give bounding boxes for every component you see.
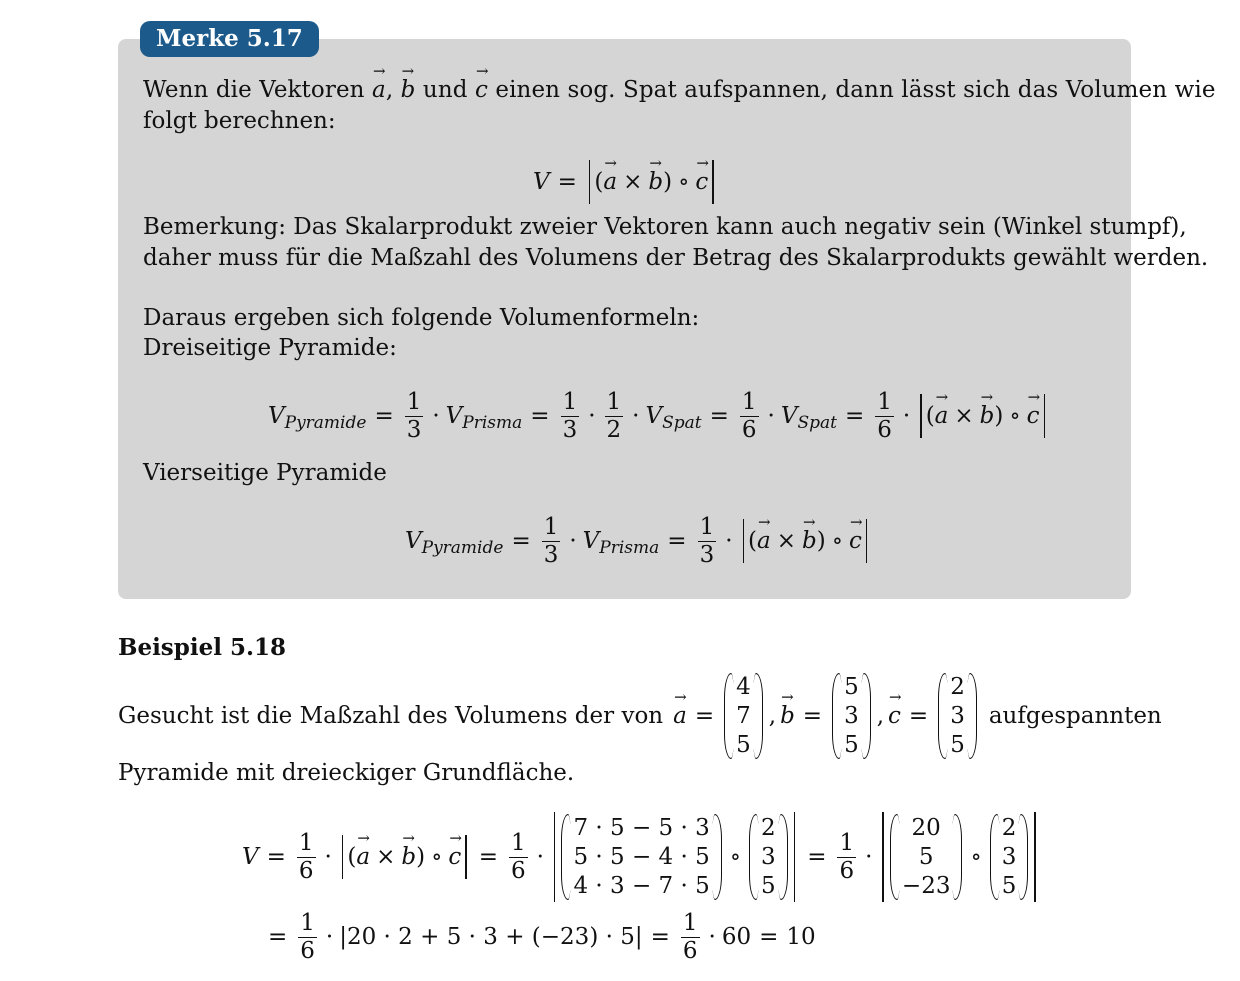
value-sixty: 60 [721,924,752,950]
vector-a: → a [372,77,386,103]
abs-bar-right [712,160,714,204]
vec-entry: 4 [736,673,751,700]
calc-line1 [242,810,1040,904]
sub-spat: Spat [797,413,837,433]
cross-row: 4 · 3 − 7 · 5 [573,872,710,899]
vierseitig-label: Vierseitige Pyramide [143,460,387,486]
task-text-1: Gesucht ist die Maßzahl des Volumens der von [118,703,664,729]
frac-den: 6 [298,857,314,884]
math-circ: ∘ [970,844,982,870]
math-eq: = [709,403,729,429]
column-vector-c [749,814,788,901]
beispiel-task-line1 [118,672,1162,760]
math-V: V [780,403,798,429]
cross-product-vector [561,814,721,901]
remark-line1: Bemerkung: Das Skalarprodukt zweier Vektoren kann auch negativ sein (Winkel stumpf), [143,214,1187,240]
math-vec-c: → c [448,844,461,870]
column-vector-c [938,673,977,760]
merke-intro-line1 [143,77,1216,103]
math-dot: · [325,924,334,950]
math-dot: · [767,403,775,429]
math-eq: = [530,403,550,429]
math-V: V [242,844,259,870]
frac-num: 1 [877,388,892,415]
math-circ: ∘ [1009,403,1021,429]
math-vec-a: → a [356,844,370,870]
frac-den: 2 [606,416,622,443]
math-vec-c: → c [695,169,708,195]
math-dot: · [902,403,911,429]
formula-dreiseitig [268,386,1049,446]
vec-entry: 5 [918,843,934,870]
frac-num: 1 [741,388,757,415]
math-V: V [533,169,550,195]
frac-num: 1 [606,388,622,415]
math-V: V [405,528,422,554]
frac-den: 6 [741,416,757,443]
math-dot: · [725,528,733,554]
vec-entry: 5 [844,673,859,700]
merke-intro-line2: folgt berechnen: [143,108,336,134]
column-vector-b [832,673,871,760]
intro-text-1: Wenn die Vektoren [143,77,365,103]
math-comma: , [768,703,777,729]
task-vec-c: → c [888,703,901,729]
frac-num: 1 [298,829,314,856]
scalar-product-expr: |20 · 2 + 5 · 3 + (−23) · 5| [339,924,643,950]
math-eq: = [694,703,715,729]
math-V: V [268,403,285,429]
task-vec-a: → a [673,703,687,729]
math-vec-b: → b [401,844,416,870]
abs-bar-right [1044,394,1046,438]
intro-text-3: einen sog. Spat aufspannen, dann lässt sich das Volumen wie [495,77,1216,103]
math-lparen: ( [594,169,604,195]
sub-prisma: Prisma [462,413,523,433]
math-eq: = [650,924,670,950]
abs-bar-left [882,812,884,902]
frac-num: 1 [699,513,715,540]
fraction-1-6 [875,388,894,443]
frac-num: 1 [406,388,422,415]
intro-comma: , [385,77,394,103]
math-times: × [623,169,643,195]
fraction-1-3 [561,388,580,443]
frac-den: 3 [562,416,578,443]
math-vec-b: → b [648,169,663,195]
math-lparen: ( [748,528,757,554]
math-dot: · [708,924,716,950]
math-times: × [954,403,974,429]
math-dot: · [324,844,332,870]
math-V: V [582,528,600,554]
intro-text-2: und [422,77,468,103]
sub-prisma: Prisma [599,538,660,558]
frac-den: 6 [511,857,526,884]
vec-entry: 5 [736,731,751,758]
frac-den: 3 [406,416,422,443]
vec-entry: 5 [761,872,776,899]
abs-bar-left [342,835,344,879]
math-rparen: ) [994,403,1004,429]
sub-pyramide: Pyramide [421,538,504,558]
math-eq: = [667,528,687,554]
math-circ: ∘ [431,844,443,870]
vec-entry: 3 [1001,843,1017,870]
vec-entry: 3 [844,702,859,729]
math-eq: = [266,844,286,870]
beispiel-title: Beispiel 5.18 [118,634,286,661]
math-vec-b: → b [802,528,817,554]
math-rparen: ) [816,528,826,554]
sub-pyramide: Pyramide [284,413,367,433]
fraction-1-3 [698,513,717,568]
math-eq: = [844,403,865,429]
math-dot: · [588,403,596,429]
column-vector-c [990,814,1029,901]
fraction-1-6 [740,388,759,443]
frac-num: 1 [839,829,855,856]
frac-den: 6 [839,857,855,884]
abs-bar-right [794,812,796,902]
vec-entry: 2 [761,814,776,841]
beispiel-task-line2: Pyramide mit dreieckiger Grundfläche. [118,760,575,786]
math-vec-c: → c [1027,403,1040,429]
frac-num: 1 [543,513,559,540]
math-eq: = [908,703,929,729]
math-circ: ∘ [729,844,742,870]
vector-c: → c [475,77,488,103]
math-dot: · [632,403,640,429]
vec-entry: 5 [950,731,965,758]
math-eq: = [557,169,577,195]
calc-line2 [268,907,816,967]
math-vec-c: → c [849,528,862,554]
vec-entry: −23 [901,872,951,899]
fraction-1-3 [405,388,424,443]
cross-row: 7 · 5 − 5 · 3 [573,814,710,841]
math-vec-b: → b [980,403,995,429]
frac-den: 6 [682,937,698,964]
vector-b: → b [401,77,416,103]
math-circ: ∘ [831,528,843,554]
math-eq: = [759,924,779,950]
cross-row: 5 · 5 − 4 · 5 [573,843,710,870]
abs-bar-left [920,394,922,438]
math-rparen: ) [416,844,426,870]
frac-den: 6 [877,416,892,443]
math-vec-a: → a [757,528,771,554]
math-dot: · [432,403,440,429]
formula-vierseitig [405,511,871,571]
abs-bar-left [554,812,556,902]
math-V: V [445,403,463,429]
vec-entry: 5 [844,731,859,758]
math-V: V [645,403,663,429]
vec-entry: 5 [1001,872,1017,899]
math-dot: · [536,844,544,870]
math-comma: , [876,703,885,729]
vec-entry: 2 [1001,814,1017,841]
fraction-1-6 [509,829,528,884]
math-times: × [776,528,796,554]
fraction-1-6 [837,829,856,884]
math-lparen: ( [347,844,357,870]
math-times: × [376,844,396,870]
vec-entry: 3 [761,843,776,870]
math-eq: = [807,844,827,870]
math-eq: = [374,403,394,429]
fraction-1-6 [297,829,316,884]
abs-bar-left [589,160,591,204]
result-vector [890,814,963,901]
abs-bar-left [743,519,745,563]
abs-bar-right [1034,812,1036,902]
frac-num: 1 [562,388,578,415]
frac-num: 1 [682,909,698,936]
math-vec-a: → a [935,403,949,429]
math-circ: ∘ [678,169,690,195]
vec-entry: 3 [950,702,965,729]
fraction-1-6 [298,909,317,964]
sub-spat: Spat [662,413,702,433]
vec-entry: 2 [950,673,965,700]
abs-bar-right [465,835,467,879]
math-dot: · [865,844,873,870]
formulas-intro: Daraus ergeben sich folgende Volumenformeln: [143,305,700,331]
frac-den: 3 [699,541,715,568]
math-dot: · [569,528,577,554]
fraction-1-6 [681,909,700,964]
vec-entry: 20 [911,814,941,841]
math-lparen: ( [925,403,935,429]
math-eq: = [478,844,499,870]
fraction-1-2 [605,388,624,443]
final-result: 10 [786,924,816,950]
column-vector-a [724,673,763,760]
math-rparen: ) [663,169,673,195]
dreiseitig-label: Dreiseitige Pyramide: [143,335,397,361]
formula-spat-volume [533,159,718,205]
frac-num: 1 [511,829,526,856]
task-vec-b: → b [780,703,795,729]
task-text-2: aufgespannten [988,703,1162,729]
math-eq: = [802,703,823,729]
frac-num: 1 [300,909,315,936]
math-vec-a: → a [603,169,617,195]
vec-entry: 7 [736,702,751,729]
frac-den: 6 [300,937,315,964]
frac-den: 3 [543,541,559,568]
fraction-1-3 [542,513,561,568]
remark-line2: daher muss für die Maßzahl des Volumens der Betrag des Skalarprodukts gewählt werden. [143,245,1209,271]
abs-bar-right [866,519,868,563]
math-eq: = [511,528,531,554]
math-eq: = [268,924,288,950]
merke-title: Merke 5.17 [140,21,319,57]
